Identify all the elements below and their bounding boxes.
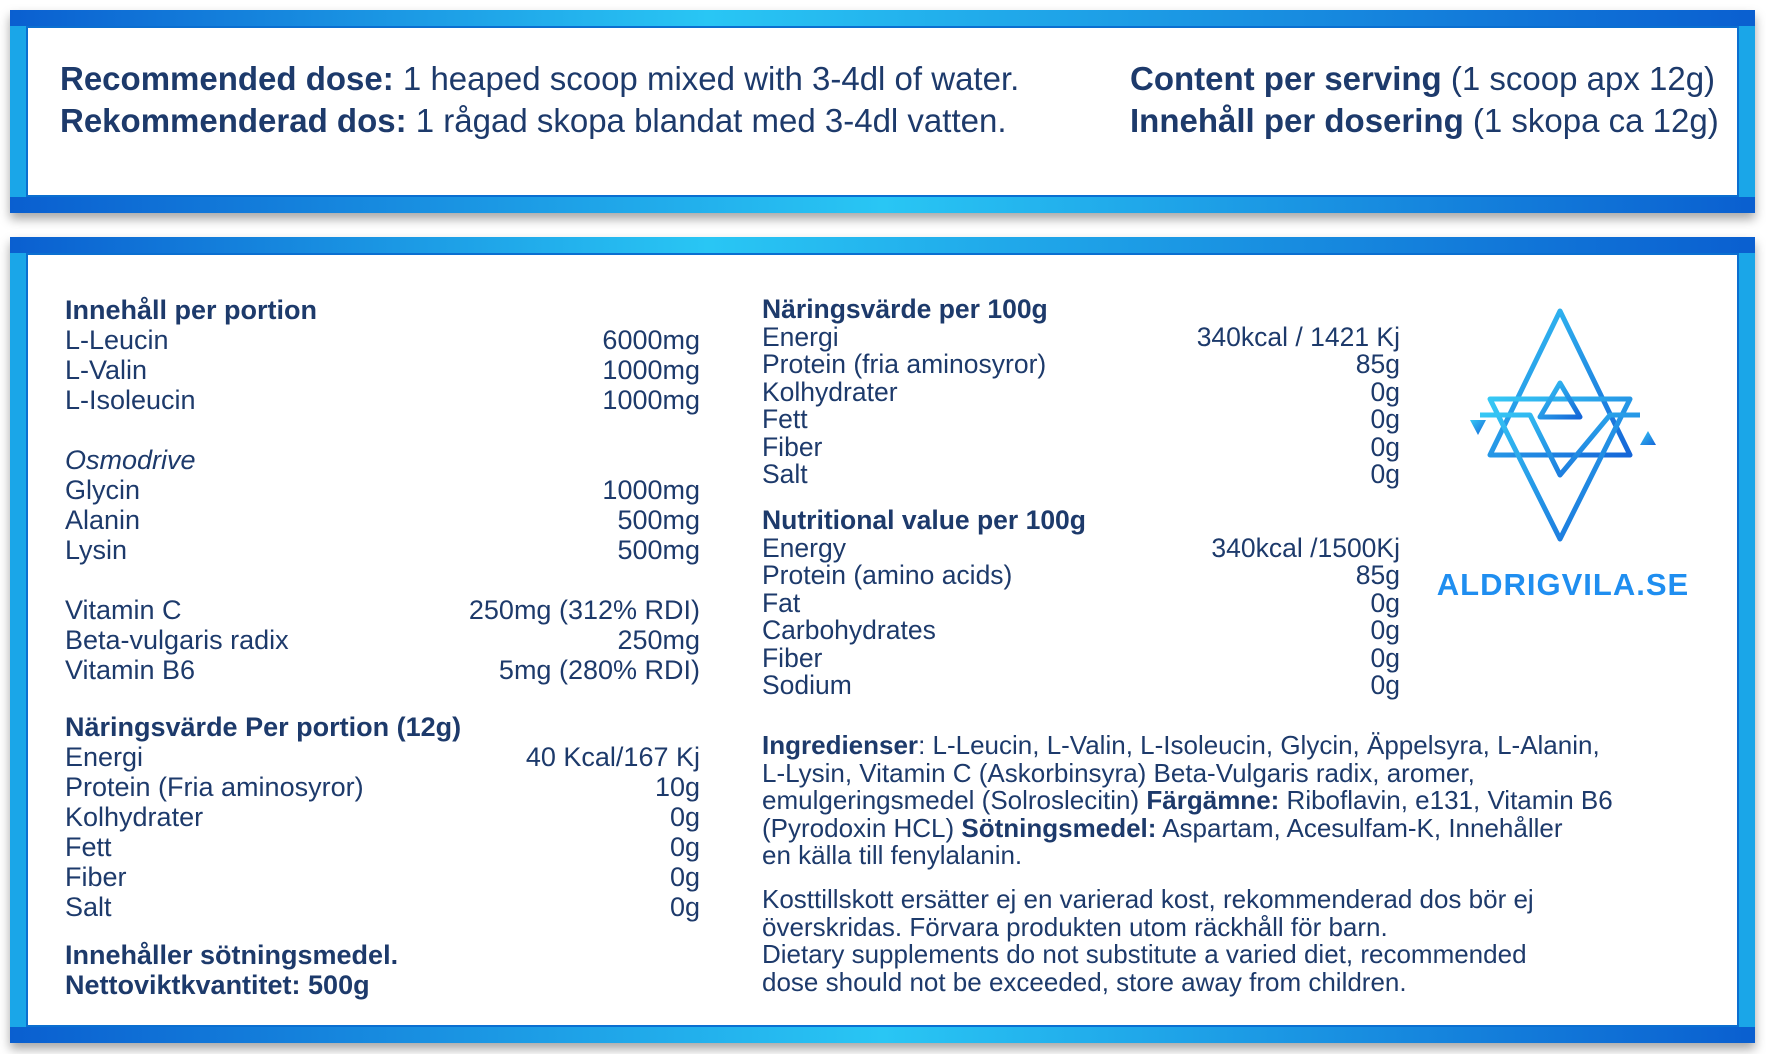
table-row: Energy 340kcal /1500Kj xyxy=(762,532,1400,563)
table-row: Fat 0g xyxy=(762,587,1400,618)
table-row: Fett 0g xyxy=(65,832,700,862)
vitamin-table xyxy=(65,595,700,685)
serving-en-label: Content per serving xyxy=(1130,60,1442,97)
table-row: Fiber 0g xyxy=(65,862,700,892)
table-row: Lysin 500mg xyxy=(65,535,700,565)
dose-en-label: Recommended dose: xyxy=(60,60,394,97)
ingredients-label: Ingredienser xyxy=(762,730,919,760)
brand-name: ALDRIGVILA.SE xyxy=(1436,567,1690,602)
dose-en-text: 1 heaped scoop mixed with 3-4dl of water. xyxy=(393,60,1020,97)
table-row: Carbohydrates 0g xyxy=(762,615,1400,645)
table-row: Kolhydrater 0g xyxy=(762,376,1400,407)
table-row: L-Valin 1000mg xyxy=(65,355,700,385)
table-row: Sodium 0g xyxy=(762,670,1400,700)
table-row: Beta-vulgaris radix 250mg xyxy=(65,625,700,655)
dose-sv-label: Rekommenderad dos: xyxy=(60,102,407,139)
serving-sv-text: (1 skopa ca 12g) xyxy=(1463,102,1719,139)
portion-table xyxy=(65,295,700,415)
table-row: Fett 0g xyxy=(762,404,1400,434)
nutrition-100-en-heading: Nutritional value per 100g xyxy=(762,505,1086,535)
colorant-label: Färgämne: xyxy=(1146,785,1280,815)
sweetener-label: Sötningsmedel: xyxy=(961,812,1157,843)
table-row: Vitamin C 250mg (312% RDI) xyxy=(65,595,700,625)
table-row: Alanin 500mg xyxy=(65,505,700,535)
ingredients-text: Ingredienser: L-Leucin, L-Valin, L-Isoleucin, Glycin, Äppelsyra, L-Alanin, L-Lysin, Vitamin C (Askorbinsyra) Beta-Vulgaris radix, aromer, emulgeringsmedel (Solroslecitin) Färgämne: Riboflavin, e131, Vitamin B6 (Pyrodoxin HCL) Sötningsmedel: Aspartam, Acesulfam-K, Innehåller en källa till fenylalanin. xyxy=(762,730,1613,870)
table-row: Salt 0g xyxy=(65,892,700,922)
serving-sv-label: Innehåll per dosering xyxy=(1130,102,1464,139)
osmodrive-table xyxy=(65,445,700,565)
nutrition-portion-table xyxy=(65,712,700,922)
dose-en-line xyxy=(60,60,1019,98)
disclaimer-text: Kosttillskott ersätter ej en varierad kost, rekommenderad dos bör ej överskridas. Förvara produkten utom räckhåll för barn. Dietary supplements do not substitute a varied diet, recommended dose should not be exceeded, store away from children. xyxy=(762,884,1534,997)
table-row: Salt 0g xyxy=(762,459,1400,489)
nutrition-100-sv-table xyxy=(762,296,1400,489)
triangle-logo-icon xyxy=(1460,305,1660,545)
portion-heading: Innehåll per portion xyxy=(65,295,318,325)
table-row: Energi 340kcal / 1421 Kj xyxy=(762,321,1400,352)
table-row: Protein (Fria aminosyror) 10g xyxy=(65,772,700,802)
table-row: Kolhydrater 0g xyxy=(65,802,700,832)
osmodrive-heading: Osmodrive xyxy=(65,445,196,475)
table-row: Fiber 0g xyxy=(762,642,1400,673)
table-row: Vitamin B6 5mg (280% RDI) xyxy=(65,655,700,685)
table-row: Glycin 1000mg xyxy=(65,475,700,505)
table-row: Energi 40 Kcal/167 Kj xyxy=(65,742,700,772)
table-row: Protein (fria aminosyror) 85g xyxy=(762,349,1400,379)
dose-sv-text: 1 rågad skopa blandat med 3-4dl vatten. xyxy=(406,102,1007,139)
serving-en-line xyxy=(1130,60,1715,98)
table-row: Fiber 0g xyxy=(762,431,1400,462)
nutrition-100-en-table xyxy=(762,507,1400,700)
dose-sv-line xyxy=(60,102,1007,140)
table-row: Protein (amino acids) 85g xyxy=(762,560,1400,590)
serving-en-text: (1 scoop apx 12g) xyxy=(1441,60,1716,97)
nutrition-portion-heading: Näringsvärde Per portion (12g) xyxy=(65,712,462,742)
nutrition-100-sv-heading: Näringsvärde per 100g xyxy=(762,294,1048,324)
table-row: L-Leucin 6000mg xyxy=(65,325,700,355)
table-row: L-Isoleucin 1000mg xyxy=(65,385,700,415)
net-weight: Nettoviktkvantitet: 500g xyxy=(65,970,370,1000)
footer-left xyxy=(65,940,700,1000)
sweetener-note: Innehåller sötningsmedel. xyxy=(65,940,399,970)
serving-sv-line xyxy=(1130,102,1719,140)
